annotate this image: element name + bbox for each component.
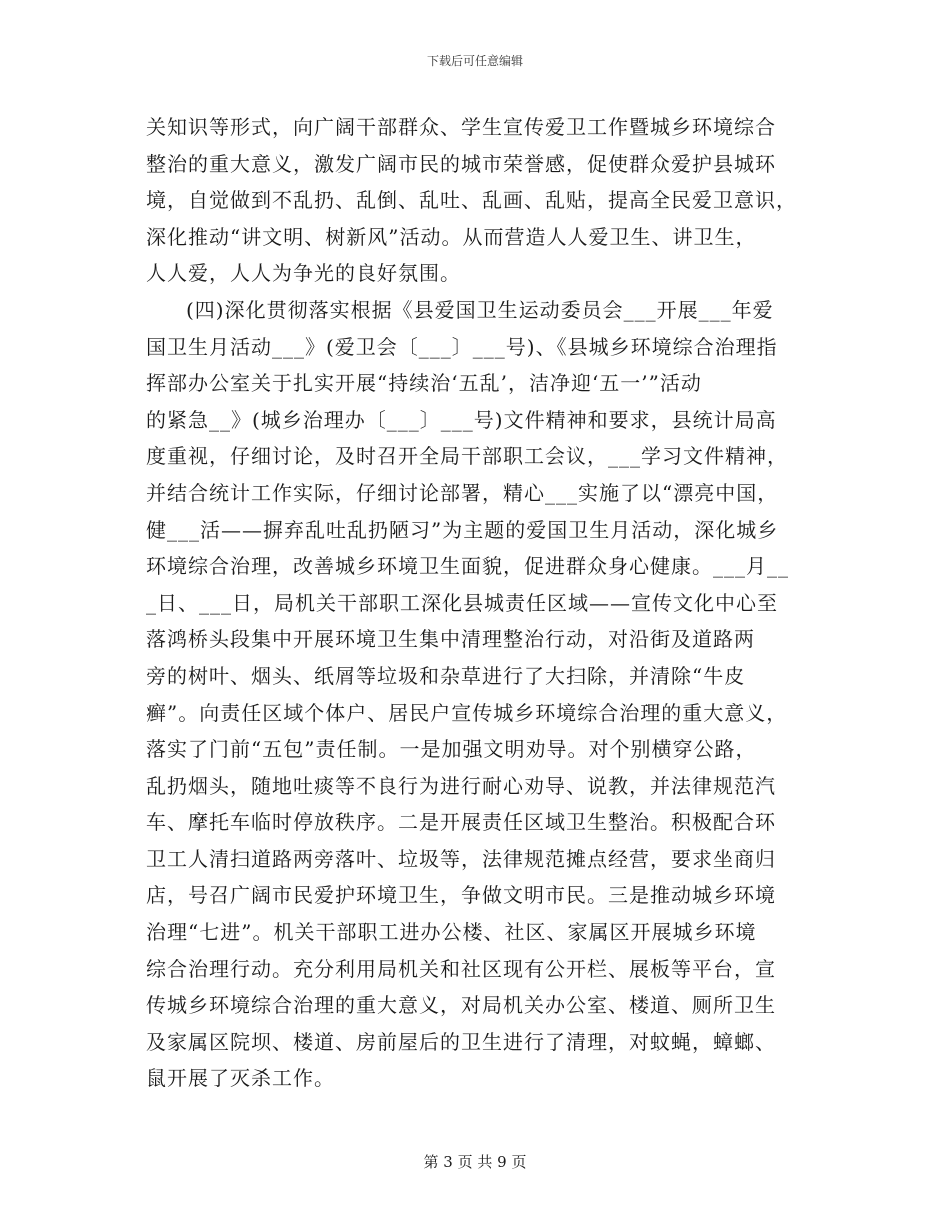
document-body (146, 109, 806, 1097)
text-line: 传城乡环境综合治理的重大意义，对局机关办公室、楼道、厕所卫生 (146, 993, 776, 1018)
paragraph-1 (146, 109, 806, 292)
text-line: 度重视，仔细讨论，及时召开全局干部职工会议，___学习文件精神， (146, 444, 788, 469)
text-line: 旁的树叶、烟头、纸屑等垃圾和杂草进行了大扫除，并清除“牛皮 (146, 663, 746, 688)
page-number: 第 3 页 共 9 页 (423, 1153, 527, 1171)
text-line: 环境综合治理，改善城乡环境卫生面貌，促进群众身心健康。___月__ (146, 554, 789, 579)
text-line: 卫工人清扫道路两旁落叶、垃圾等，法律规范摊点经营，要求坐商归 (146, 846, 776, 871)
text-line: 落实了门前“五包”责任制。一是加强文明劝导。对个别横穿公路， (146, 737, 757, 762)
text-line: 境，自觉做到不乱扔、乱倒、乱吐、乱画、乱贴，提高全民爱卫意识， (146, 188, 797, 213)
text-line: 的紧急__》(城乡治理办〔___〕___号)文件精神和要求，县统计局高 (146, 407, 777, 432)
page-header: 下载后可任意编辑 (426, 54, 523, 68)
text-line: 综合治理行动。充分利用局机关和社区现有公开栏、展板等平台，宣 (146, 956, 776, 981)
text-line: 关知识等形式，向广阔干部群众、学生宣传爱卫工作暨城乡环境综合 (146, 115, 776, 139)
text-line: 癣”。向责任区域个体户、居民户宣传城乡环境综合治理的重大意义， (146, 700, 788, 725)
text-line: (四)深化贯彻落实根据《县爱国卫生运动委员会___开展___年爱 (186, 297, 774, 322)
text-line: 治理“七进”。机关干部职工进办公楼、社区、家属区开展城乡环境 (146, 920, 757, 945)
text-line: 并结合统计工作实际，仔细讨论部署，精心___实施了以“漂亮中国， (146, 480, 779, 505)
text-line: 健___活——摒弃乱吐乱扔陋习”为主题的爱国卫生月活动，深化城乡 (146, 517, 779, 542)
text-line: 车、摩托车临时停放秩序。二是开展责任区域卫生整治。积极配合环 (146, 810, 776, 835)
text-line: 店，号召广阔市民爱护环境卫生，争做文明市民。三是推动城乡环境 (146, 883, 776, 908)
text-line: 乱扔烟头，随地吐痰等不良行为进行耐心劝导、说教，并法律规范汽 (146, 773, 776, 798)
text-line: _日、___日，局机关干部职工深化县城责任区域——宣传文化中心至 (146, 590, 778, 615)
text-line: 国卫生月活动___》(爱卫会〔___〕___号)、《县城乡环境综合治理指 (146, 334, 778, 359)
paragraph-2 (146, 292, 806, 1097)
text-line: 落鸿桥头段集中开展环境卫生集中清理整治行动，对沿街及道路两 (146, 627, 755, 652)
text-line: 人人爱，人人为争光的良好氛围。 (146, 261, 461, 286)
text-line: 深化推动“讲文明、树新风”活动。从而营造人人爱卫生、讲卫生， (146, 224, 757, 249)
text-line: 鼠开展了灭杀工作。 (146, 1066, 335, 1091)
text-line: 整治的重大意义，激发广阔市民的城市荣誉感，促使群众爱护县城环 (146, 151, 776, 176)
text-line: 及家属区院坝、楼道、房前屋后的卫生进行了清理，对蚊蝇，蟑螂、 (146, 1029, 776, 1054)
text-line: 挥部办公室关于扎实开展“持续治‘五乱’，洁净迎‘五一’”活动 (146, 371, 702, 396)
